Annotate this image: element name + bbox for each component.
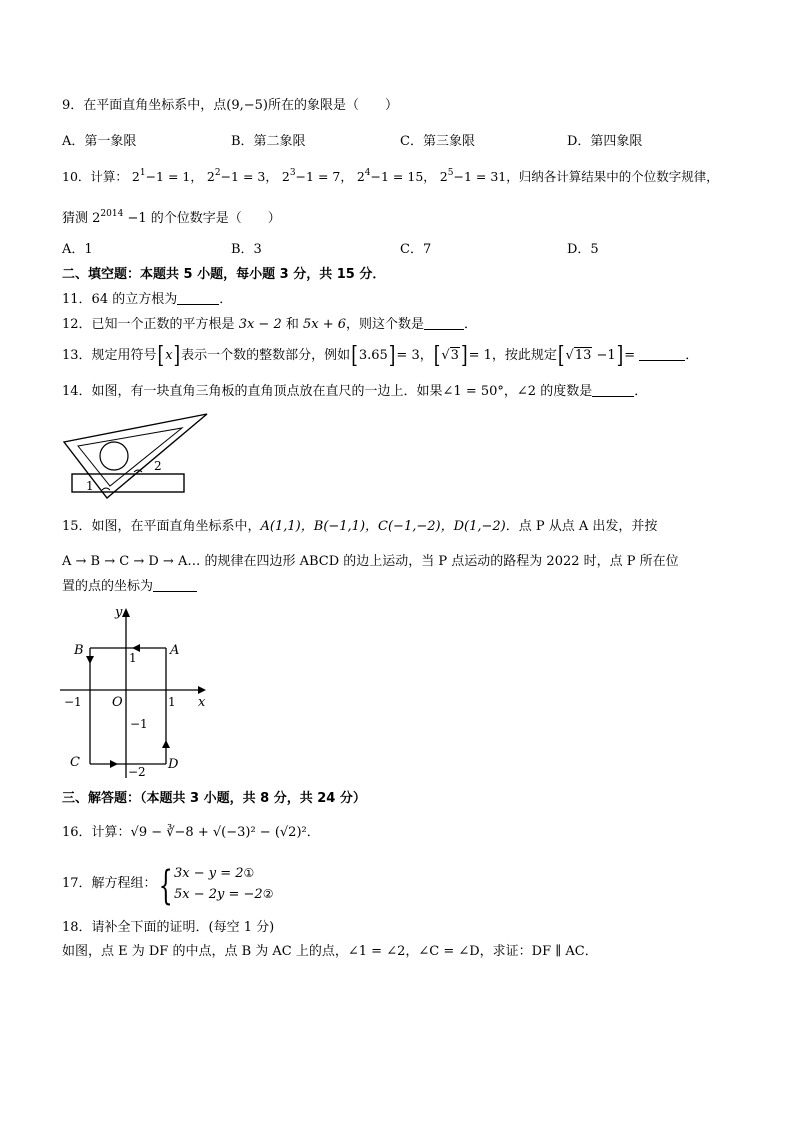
q14-figure	[62, 410, 212, 500]
tick-y-neg2: −2	[128, 765, 146, 779]
q18-line1: 18．请补全下面的证明．(每空 1 分)	[62, 920, 275, 935]
label-x: x	[198, 695, 206, 710]
q10-calc-5: $2^5-1 = 31$	[439, 168, 507, 184]
angle-1-arc	[102, 488, 110, 490]
section-2-heading: 二、填空题：本题共 5 小题，每小题 3 分，共 15 分．	[62, 267, 386, 282]
q14: 14．如图，有一块直角三角板的直角顶点放在直尺的一边上．如果∠1 = 50°，∠2 的度数是 ．	[62, 384, 648, 399]
q10-option-c: C．7	[400, 242, 432, 257]
triangle-hole	[100, 442, 128, 470]
q10-option-a: A．1	[62, 242, 93, 257]
q15-line3: 置的点的坐标为	[62, 578, 197, 596]
q12: 12．已知一个正数的平方根是 3x − 2 和 5x + 6，则这个数是 ．	[62, 317, 478, 332]
q15-answer-blank[interactable]	[153, 579, 197, 592]
q10-calc-4: $2^4-1 = 15$	[356, 168, 424, 184]
q9-stem: 9．在平面直角坐标系中，点(9,−5)所在的象限是（ ）	[62, 98, 398, 113]
arrow-da	[162, 740, 170, 748]
section-3-heading: 三、解答题：（本题共 3 小题，共 8 分，共 24 分）	[62, 791, 366, 806]
q10-calc-3: $2^3-1 = 7$	[281, 168, 341, 184]
q9-option-b: B．第二象限	[231, 134, 306, 149]
q10-calc-2: $2^2-1 = 3$	[206, 168, 266, 184]
q13-answer-blank[interactable]	[639, 348, 685, 361]
q15-line2: A → B → C → D → A… 的规律在四边形 ABCD 的边上运动，当 P 点运动的路程为 2022 时，点 P 所在位	[62, 554, 679, 569]
label-origin: O	[112, 695, 123, 710]
x-axis-arrow	[198, 686, 206, 694]
q18-line2: 如图，点 E 为 DF 的中点，点 B 为 AC 上的点，∠1 = ∠2，∠C = ∠D，求证：DF ∥ AC．	[62, 944, 598, 959]
q16: 16．计算：√9 − ∛−8 + √(−3)² − (√2)²．	[62, 825, 320, 840]
tick-y-neg1: −1	[130, 717, 148, 731]
angle-1-label: 1	[86, 479, 94, 493]
q10-calc-1: $2^1-1 = 1$	[131, 168, 191, 184]
q15-line1: 15．如图，在平面直角坐标系中，A(1,1)，B(−1,1)，C(−1,−2)，D(1,−2)．点 P 从点 A 出发，并按	[62, 519, 658, 534]
q16-expression: √9 − ∛−8 + √(−3)² − (√2)²	[130, 825, 307, 840]
q14-answer-blank[interactable]	[592, 384, 634, 397]
q12-answer-blank[interactable]	[424, 317, 464, 330]
q9-option-d: D．第四象限	[567, 134, 643, 149]
label-y: y	[115, 605, 123, 620]
angle-2-label: 2	[154, 459, 162, 473]
label-c: C	[70, 755, 80, 770]
label-b: B	[74, 643, 84, 658]
q10-option-b: B．3	[231, 242, 262, 257]
q10-line2: 猜测 $2^{2014} -1$ 的个位数字是（ ）	[62, 209, 281, 226]
q17: 17．解方程组：{ 3x − y = 2① 5x − 2y = −2②	[62, 863, 274, 909]
label-a: A	[170, 643, 180, 658]
q9-option-c: C．第三象限	[400, 134, 475, 149]
q15-figure	[60, 602, 220, 782]
q11-answer-blank[interactable]	[177, 292, 219, 305]
label-d: D	[168, 757, 179, 772]
q10-option-d: D．5	[567, 242, 599, 257]
tick-x-neg1: −1	[64, 695, 82, 709]
q9-option-a: A．第一象限	[62, 134, 137, 149]
arrow-bc	[86, 656, 94, 664]
q10-line1: 10．计算： $2^1-1 = 1$， $2^2-1 = 3$， $2^3-1 = 7$， $2^4-1 = 15$， $2^5-1 = 31$，归纳各计算结果中的个位数字规律，	[62, 168, 719, 184]
q11: 11．64 的立方根为 ．	[62, 292, 233, 307]
tick-y-1: 1	[129, 651, 137, 665]
tick-x-1: 1	[168, 695, 176, 709]
q13: 13．规定用符号[x]表示一个数的整数部分，例如[3.65]= 3，[√3 ]= 1，按此规定[√13 −1]= ．	[62, 342, 699, 370]
arrow-cd	[110, 760, 118, 768]
y-axis-arrow	[122, 608, 130, 617]
